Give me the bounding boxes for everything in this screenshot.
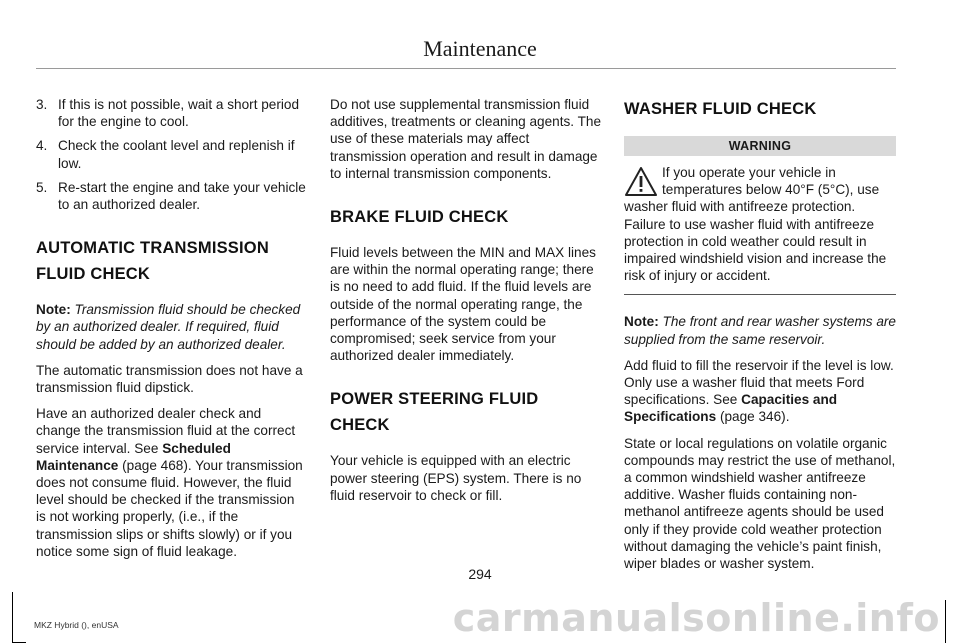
crop-mark (12, 592, 13, 643)
document-id: MKZ Hybrid (), enUSA (34, 620, 119, 630)
text-run: Add fluid to fill the reservoir if the level is low. Only use a washer fluid that meets Ford specifications. See (624, 357, 894, 408)
list-text: Check the coolant level and replenish if low. (58, 138, 295, 171)
section-heading-transmission (36, 235, 306, 287)
text-run: Have an authorized dealer check and change the transmission fluid at the correct service interval. See (36, 406, 296, 456)
body-paragraph (624, 357, 896, 426)
note-paragraph (36, 301, 306, 353)
body-paragraph: State or local regulations on volatile organic compounds may restrict the use of methanol, a common windshield washer antifreeze additive. Washer fluids containing non-methanol antifreeze agents should be used only if they provide cold weather protection without damaging the vehicle’s paint finish, wiper blades or washer system. (624, 435, 896, 572)
warning-text: If you operate your vehicle in temperatures below 40°F (5°C), use washer fluid with antifreeze protection. Failure to use washer fluid with antifreeze protection in cold weather could result in impaired windshield vision and increase the risk of injury or accident. (624, 165, 887, 284)
body-paragraph (36, 405, 306, 560)
note-text: The front and rear washer systems are supplied from the same reservoir. (624, 314, 896, 347)
list-text: Re-start the engine and take your vehicle to an authorized dealer. (58, 179, 306, 213)
list-item (36, 96, 306, 130)
list-text: If this is not possible, wait a short period for the engine to cool. (58, 97, 300, 130)
numbered-steps (36, 96, 306, 213)
list-number: 4. (36, 138, 48, 154)
note-text: Transmission fluid should be checked by an authorized dealer. If required, fluid should be added by an authorized dealer. (36, 302, 301, 352)
heading-line: FLUID CHECK (36, 265, 151, 284)
note-label: Note: (624, 314, 659, 330)
column-right (624, 96, 896, 581)
body-paragraph: The automatic transmission does not have a transmission fluid dipstick. (36, 362, 303, 396)
heading-line: AUTOMATIC TRANSMISSION (36, 239, 269, 258)
list-item (36, 179, 306, 213)
cross-reference-link[interactable]: Scheduled Maintenance (36, 440, 231, 473)
text-run: (page 346). (716, 409, 790, 425)
page-header-title: Maintenance (423, 36, 537, 61)
list-number: 5. (36, 179, 48, 195)
page-number: 294 (468, 566, 492, 582)
section-heading-steering: POWER STEERING FLUID CHECK (330, 390, 539, 435)
cross-reference-link[interactable]: Capacities and Specifications (624, 392, 838, 425)
warning-banner: WARNING (624, 136, 896, 156)
text-run: (page 468). Your transmission does not consume fluid. However, the fluid level should be checked if the transmission is not working properly, (i.e., if the transmission slips or shifts slowly) or if you notice some sign of fluid leakage. (36, 457, 303, 559)
warning-divider (624, 294, 896, 295)
body-paragraph: Fluid levels between the MIN and MAX lines are within the normal operating range; there is no need to add fluid. If the fluid levels are outside of the normal operating range, the performance of the system could be compromised; seek service from your authorized dealer immediately. (330, 245, 596, 364)
body-paragraph: Do not use supplemental transmission fluid additives, treatments or cleaning agents. The use of these materials may affect transmission operation and result in damage to internal transmission components. (330, 97, 602, 181)
list-item (36, 137, 306, 171)
watermark: carmanualsonline.info (452, 596, 940, 640)
body-paragraph: Your vehicle is equipped with an electric power steering (EPS) system. There is no fluid reservoir to check or fill. (330, 453, 582, 503)
section-heading-washer: WASHER FLUID CHECK (624, 100, 817, 118)
note-label: Note: (36, 302, 71, 318)
section-heading-brake: BRAKE FLUID CHECK (330, 208, 509, 227)
list-number: 3. (36, 97, 48, 112)
column-middle (330, 96, 602, 513)
note-paragraph (624, 313, 896, 347)
warning-triangle-icon (624, 166, 658, 198)
warning-box (624, 164, 896, 284)
column-left (36, 96, 306, 569)
header-divider (36, 68, 896, 69)
crop-mark (945, 600, 946, 643)
